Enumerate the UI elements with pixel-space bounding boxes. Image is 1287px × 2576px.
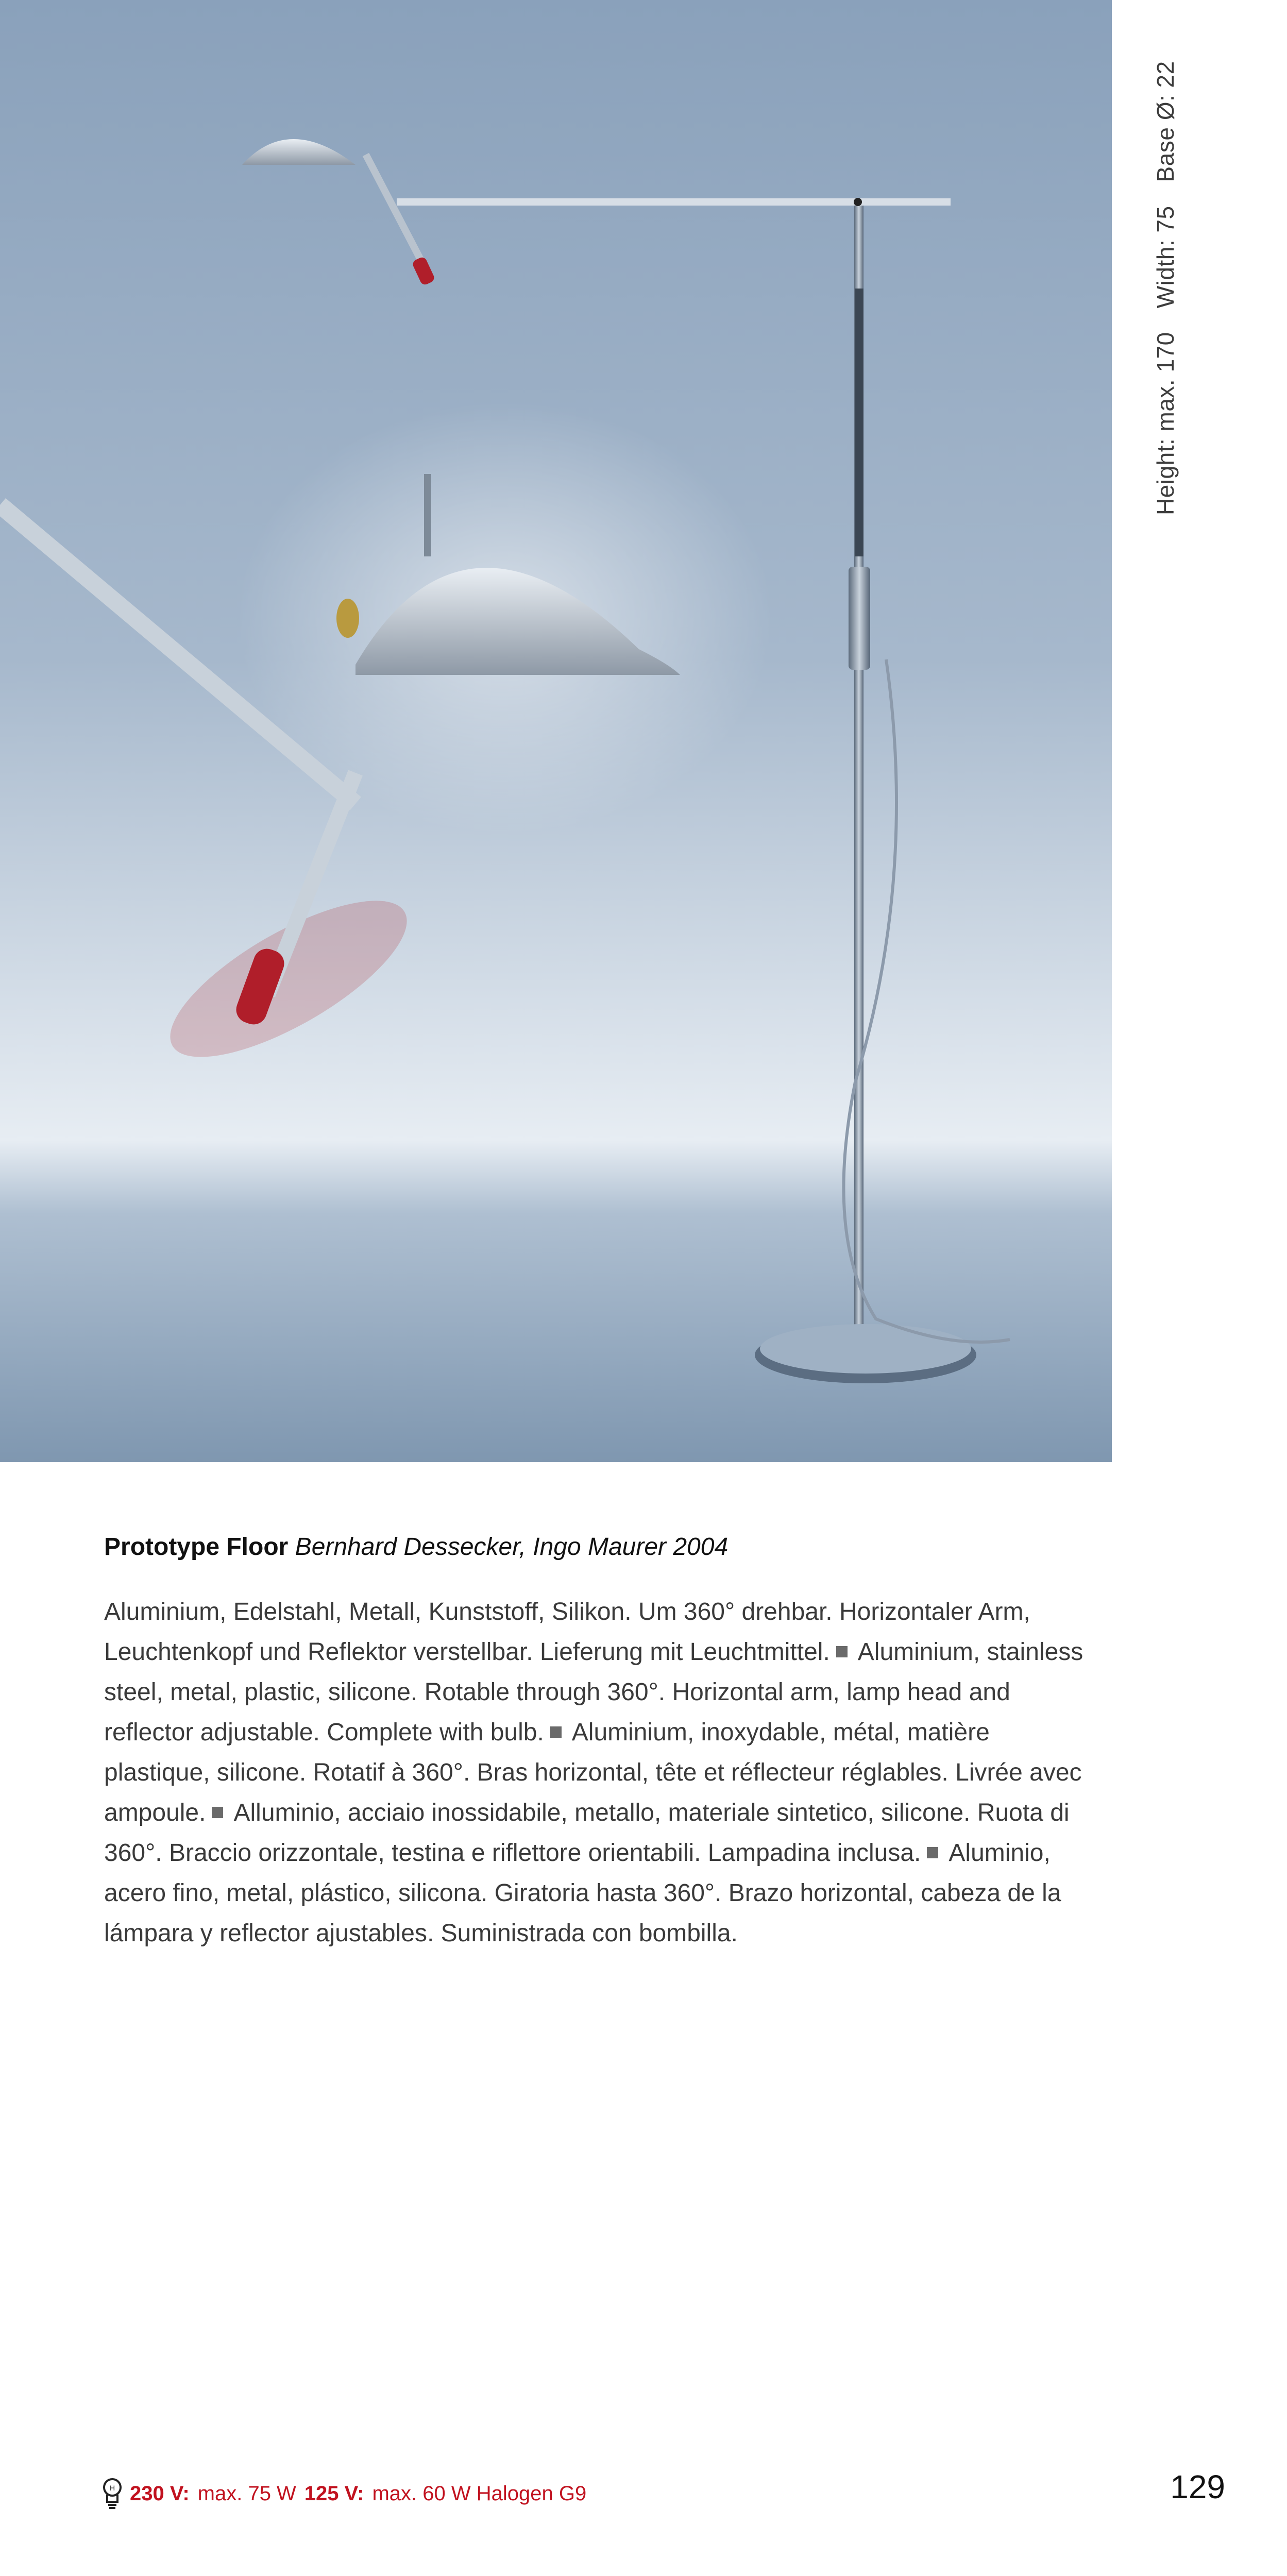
voltage-125-label: 125 V: [304, 2482, 364, 2505]
voltage-230-value: max. 75 W [197, 2482, 296, 2505]
dimensions-text [1151, 61, 1179, 515]
description-de: Aluminium, Edelstahl, Metall, Kunststoff, Silikon. Um 360° drehbar. Horizontaler Arm, Leuchtenkopf und Reflektor verstellbar. Lieferung mit Leuchtmittel. [104, 1598, 1030, 1666]
product-description [104, 1592, 1093, 1954]
bullet-square-icon [836, 1646, 848, 1657]
description-es: Aluminio, acero fino, metal, plástico, silicona. Giratoria hasta 360°. Brazo horizontal, cabeza de la lámpara y reflector ajustables. Suministrada con bombilla. [104, 1839, 1061, 1947]
bullet-square-icon [927, 1847, 938, 1858]
bulb-icon [102, 2477, 123, 2510]
page-number: 129 [1170, 2468, 1225, 2505]
bullet-square-icon [550, 1726, 562, 1738]
voltage-125-value: max. 60 W Halogen G9 [372, 2482, 587, 2505]
description-en: Aluminium, stainless steel, metal, plastic, silicone. Rotable through 360°. Horizontal arm, lamp head and reflector adjustable. Complete with bulb. [104, 1638, 1083, 1746]
description-it: Alluminio, acciaio inossidabile, metallo, materiale sintetico, silicone. Ruota di 360°. Braccio orizzontale, testina e riflettore orientabili. Lampadina inclusa. [104, 1799, 1070, 1867]
dimension-base: Base Ø: 22 [1152, 61, 1179, 182]
svg-text:H: H [109, 2484, 115, 2492]
bullet-square-icon [212, 1807, 223, 1818]
dimension-height: Height: max. 170 [1152, 332, 1179, 515]
electrical-spec [102, 2473, 875, 2514]
product-name: Prototype Floor [104, 1533, 289, 1561]
product-title [104, 1533, 1083, 1561]
product-designers: Bernhard Dessecker, Ingo Maurer 2004 [295, 1533, 729, 1561]
product-photo [0, 0, 1112, 1462]
voltage-230-label: 230 V: [130, 2482, 190, 2505]
description-fr: Aluminium, inoxydable, métal, matière plastique, silicone. Rotatif à 360°. Bras horizontal, tête et réflecteur réglables. Livrée avec ampoule. [104, 1719, 1082, 1826]
dimension-width: Width: 75 [1152, 206, 1179, 309]
